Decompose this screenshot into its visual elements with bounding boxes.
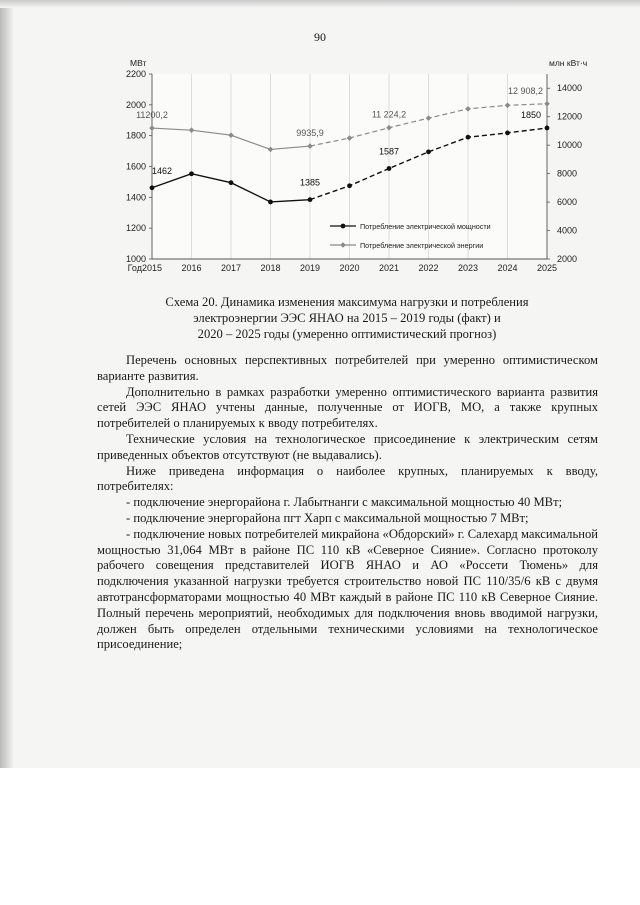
caption-line-1: Схема 20. Динамика изменения максимума нагрузки и потребления: [165, 295, 529, 309]
x-tick-2025: 2025: [536, 263, 558, 273]
x-tick-2023: 2023: [457, 263, 479, 273]
body-text: [97, 353, 598, 653]
caption-line-2: электроэнергии ЭЭС ЯНАО на 2015 – 2019 годы (факт) и: [193, 311, 501, 325]
series-power-point-2018: [268, 200, 273, 205]
list-item-labytnangi: - подключение энергорайона г. Лабытнанги с максимальной мощностью 40 МВт;: [126, 495, 563, 510]
data-label-energy-2019: 9935,9: [296, 128, 324, 139]
data-label-power-2019: 1385: [299, 177, 321, 188]
y-right-tick-6000: 6000: [557, 197, 578, 208]
series-power-point-2025: [545, 126, 550, 131]
legend-marker-power: [341, 224, 346, 229]
x-axis-prefix: Год: [127, 263, 142, 273]
y-left-axis-label: МВт: [130, 58, 147, 68]
series-power-point-2021: [387, 166, 392, 171]
legend-label-power: Потребление электрической мощности: [360, 222, 491, 231]
series-power-point-2020: [347, 183, 352, 188]
y-left-tick-2000: 2000: [125, 99, 146, 110]
data-label-power-2021: 1587: [378, 146, 400, 157]
data-label-power-2025: 1850: [520, 109, 541, 120]
y-left-tick-1800: 1800: [125, 130, 146, 141]
y-right-tick-10000: 10000: [557, 140, 583, 151]
legend-label-energy: Потребление электрической энергии: [360, 241, 484, 250]
y-right-tick-14000: 14000: [557, 83, 583, 94]
x-tick-2022: 2022: [418, 263, 439, 273]
y-right-tick-2000: 2000: [557, 254, 578, 264]
x-tick-2020: 2020: [339, 263, 360, 273]
x-tick-2024: 2024: [497, 263, 518, 273]
y-left-tick-1600: 1600: [125, 161, 146, 172]
x-tick-2015: 2015: [141, 263, 163, 273]
y-left-tick-1000: 1000: [125, 254, 146, 264]
series-power-point-2015: [150, 185, 155, 190]
series-power-point-2024: [505, 130, 510, 135]
x-tick-2019: 2019: [299, 263, 321, 273]
series-power-point-2017: [229, 180, 234, 185]
y-right-axis-label: млн кВт·ч: [549, 58, 588, 68]
list-item-obdorsky: - подключение новых потребителей микрайона «Обдорский» г. Салехард максимальной мощностью 31,064 МВт в районе ПС 110 кВ «Северное Сияние». Согласно протоколу рабочего совещения представителей ИОГВ ЯНАО и АО «Россети Тюмень» для подключения указанной нагрузки требуется строительство новой ПС 110/35/6 кВ с двумя автотрансформаторами мощностью 40 МВт каждый в районе ПС 110 кВ Северное Сияние. Полный перечень мероприятий, необходимых для подключения вновь вводимой нагрузки, должен быть определен отдельными техническими условиями на технологическое присоединение;: [97, 526, 598, 652]
figure-caption: [112, 294, 582, 342]
series-power-point-2022: [426, 149, 431, 154]
paragraph-additional: Дополнительно в рамках разработки умеренно оптимистического варианта развития сетей ЭЭС ЯНАО учтены данные, полученные от ИОГВ, МО, а также крупных потребителей о планируемых к вводу потребителях.: [97, 384, 598, 431]
series-power-point-2019: [308, 197, 313, 202]
paragraph-intro: Перечень основных перспективных потребителей при умеренно оптимистическом варианте развития.: [97, 353, 598, 383]
y-left-tick-2200: 2200: [125, 69, 146, 79]
x-tick-2018: 2018: [260, 263, 281, 273]
paragraph-list-heading: Ниже приведена информация о наиболее крупных, планируемых к вводу, потребителях:: [97, 463, 598, 494]
y-left-tick-1400: 1400: [125, 192, 146, 203]
x-tick-2016: 2016: [181, 263, 202, 273]
y-left-tick-1200: 1200: [125, 223, 146, 234]
data-label-power-2015: 1462: [151, 165, 173, 176]
list-item-kharp: - подключение энергорайона пгт Харп с максимальной мощностью 7 МВт;: [126, 510, 529, 525]
load-consumption-chart: [112, 52, 592, 280]
data-label-energy-2021: 11 224,2: [371, 109, 407, 120]
data-label-energy-2015: 11200,2: [136, 110, 168, 121]
series-power-point-2023: [466, 135, 471, 140]
caption-line-3: 2020 – 2025 годы (умеренно оптимистический прогноз): [197, 327, 497, 341]
series-power-point-2016: [189, 171, 194, 176]
y-right-tick-12000: 12000: [557, 111, 583, 122]
y-right-tick-8000: 8000: [557, 168, 578, 179]
y-right-tick-4000: 4000: [557, 225, 578, 236]
paragraph-technical-conditions: Технические условия на технологическое присоединение к электрическим сетям приведенных объектов отсутствуют (не выдавались).: [97, 431, 598, 462]
x-tick-2021: 2021: [378, 263, 400, 273]
x-tick-2017: 2017: [220, 263, 242, 273]
data-label-energy-2025: 12 908,2: [507, 85, 543, 96]
page-number: 90: [314, 30, 326, 44]
